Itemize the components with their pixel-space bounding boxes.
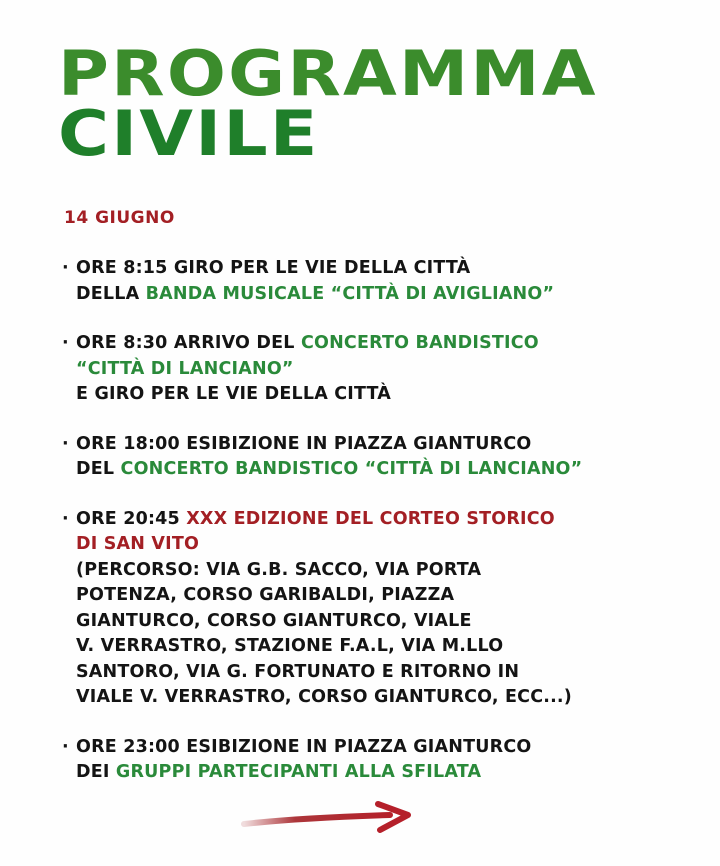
- title-line-1: PROGRAMMA: [58, 37, 598, 110]
- schedule-item-2300: [62, 735, 702, 786]
- bullet: ·: [62, 736, 69, 757]
- schedule-item-1800: [62, 432, 702, 483]
- route-line: GIANTURCO, CORSO GIANTURCO, VIALE: [76, 610, 472, 631]
- page-title: [58, 37, 598, 170]
- item-line: E GIRO PER LE VIE DELLA CITTÀ: [76, 384, 392, 404]
- schedule-item-0815: [62, 256, 702, 307]
- item-line: [76, 760, 702, 786]
- item-highlight: CONCERTO BANDISTICO: [300, 333, 539, 353]
- item-highlight: DI SAN VITO: [76, 534, 200, 554]
- bullet: ·: [62, 508, 69, 529]
- item-text: DELLA: [76, 283, 146, 304]
- item-line: [76, 457, 702, 483]
- item-text: ORE 20:45: [76, 508, 187, 529]
- item-highlight: BANDA MUSICALE “CITTÀ DI AVIGLIANO”: [145, 283, 555, 304]
- bullet: ·: [62, 258, 69, 278]
- schedule-list: [62, 256, 702, 810]
- route-line: (PERCORSO: VIA G.B. SACCO, VIA PORTA: [76, 559, 482, 580]
- item-highlight: GRUPPI PARTECIPANTI ALLA SFILATA: [115, 762, 482, 782]
- arrow-right-icon[interactable]: [240, 800, 415, 836]
- item-line: ORE 8:15 GIRO PER LE VIE DELLA CITTÀ: [76, 258, 471, 278]
- route-line: POTENZA, CORSO GARIBALDI, PIAZZA: [76, 585, 455, 605]
- schedule-item-0830: [62, 331, 702, 408]
- item-text: DEL: [76, 459, 121, 479]
- item-text: ORE 8:30 ARRIVO DEL: [76, 333, 301, 353]
- item-highlight: “CITTÀ DI LANCIANO”: [76, 358, 294, 379]
- bullet: ·: [62, 333, 69, 353]
- item-line: ORE 18:00 ESIBIZIONE IN PIAZZA GIANTURCO: [76, 433, 532, 454]
- title-line-2: CIVILE: [58, 97, 320, 170]
- route-line: SANTORO, VIA G. FORTUNATO E RITORNO IN: [76, 661, 520, 682]
- item-line: [76, 282, 702, 308]
- item-line: [76, 331, 702, 357]
- route-line: V. VERRASTRO, STAZIONE F.A.L, VIA M.LLO: [76, 636, 504, 656]
- item-highlight: CONCERTO BANDISTICO “CITTÀ DI LANCIANO”: [120, 459, 583, 479]
- route-line: VIALE V. VERRASTRO, CORSO GIANTURCO, ECC...): [76, 687, 572, 707]
- event-date: 14 GIUGNO: [64, 208, 175, 228]
- bullet: ·: [62, 433, 69, 454]
- schedule-item-2045: [62, 507, 702, 711]
- item-line: ORE 23:00 ESIBIZIONE IN PIAZZA GIANTURCO: [76, 736, 532, 757]
- item-text: DEI: [76, 762, 116, 782]
- item-line: [76, 507, 702, 533]
- item-highlight: XXX EDIZIONE DEL CORTEO STORICO: [186, 508, 555, 529]
